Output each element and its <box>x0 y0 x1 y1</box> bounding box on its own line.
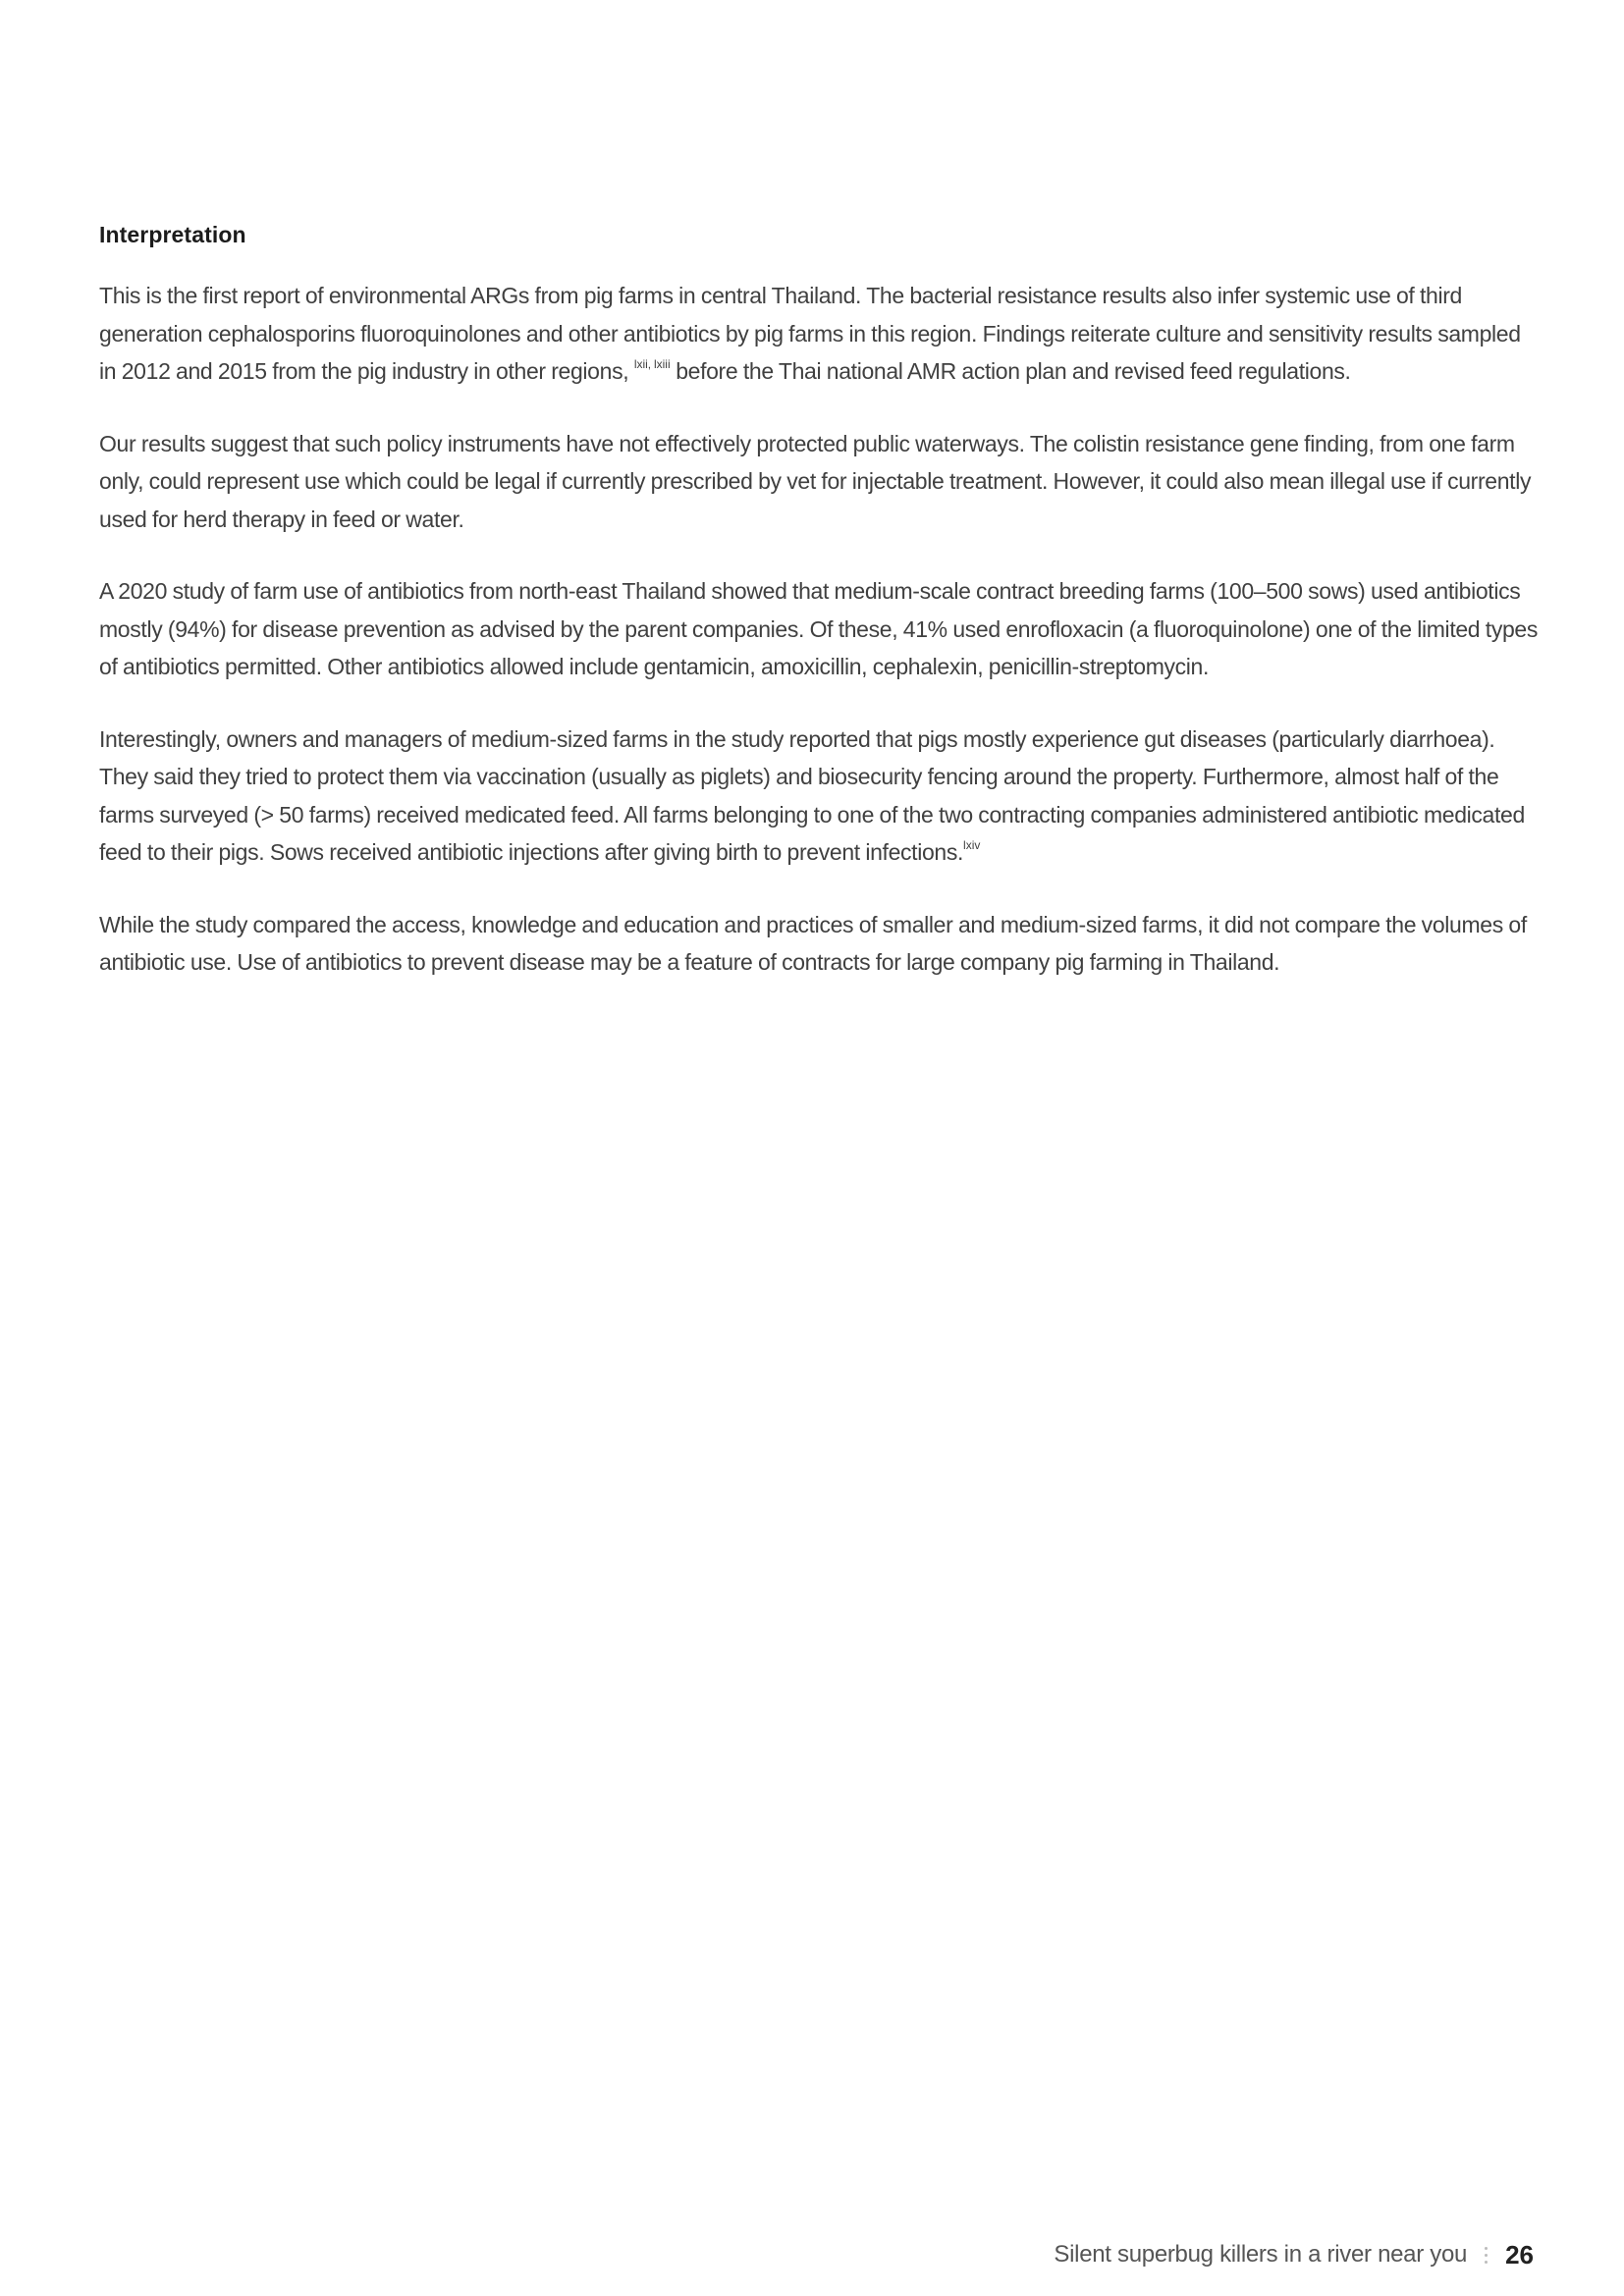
page-footer <box>1054 2238 1534 2271</box>
citation-lxiv: lxiv <box>963 838 981 852</box>
page-number: 26 <box>1505 2239 1534 2269</box>
paragraph-2: Our results suggest that such policy instruments have not effectively protected public waterways. The colistin resistance gene finding, from one farm only, could represent use which could be legal if currently prescribed by vet for injectable treatment. However, it could also mean illegal use if currently used for herd therapy in feed or water. <box>99 430 1532 532</box>
footer-separator-icon <box>1485 2244 1488 2266</box>
paragraph-1-text-b: before the Thai national AMR action plan and revised feed regulations. <box>670 358 1351 384</box>
paragraph-4-text: Interestingly, owners and managers of medium-sized farms in the study reported that pigs mostly experience gut diseases (particularly diarrhoea). They said they tried to protect them via vaccination (usually as piglets) and biosecurity fencing around the property. Furthermore, almost half of the farms surveyed (> 50 farms) received medicated feed. All farms belonging to one of the two contracting companies administered antibiotic medicated feed to their pigs. Sows received antibiotic injections after giving birth to prevent infections. <box>99 725 1525 865</box>
paragraph-5: While the study compared the access, knowledge and education and practices of smaller and medium-sized farms, it did not compare the volumes of antibiotic use. Use of antibiotics to prevent disease may be a feature of contracts for large company pig farming in Thailand. <box>99 911 1527 975</box>
main-content <box>99 218 1538 1016</box>
paragraph-1 <box>99 277 1538 391</box>
paragraph-4 <box>99 721 1538 872</box>
paragraph-1-text-a: This is the first report of environmental ARGs from pig farms in central Thailand. The bacterial resistance results also infer systemic use of third generation cephalosporins fluoroquinolones and other antibiotics by pig farms in this region. Findings reiterate culture and sensitivity results sampled in 2012 and 2015 from the pig industry in other regions, <box>99 283 1521 384</box>
paragraph-3: A 2020 study of farm use of antibiotics from north-east Thailand showed that medium-scale contract breeding farms (100–500 sows) used antibiotics mostly (94%) for disease prevention as advised by the parent companies. Of these, 41% used enrofloxacin (a fluoroquinolone) one of the limited types of antibiotics permitted. Other antibiotics allowed include gentamicin, amoxicillin, cephalexin, penicillin-streptomycin. <box>99 578 1539 679</box>
section-heading: Interpretation <box>99 222 246 247</box>
footer-title: Silent superbug killers in a river near you <box>1054 2241 1468 2268</box>
citation-lxii-lxiii: lxii, lxiii <box>633 357 671 371</box>
